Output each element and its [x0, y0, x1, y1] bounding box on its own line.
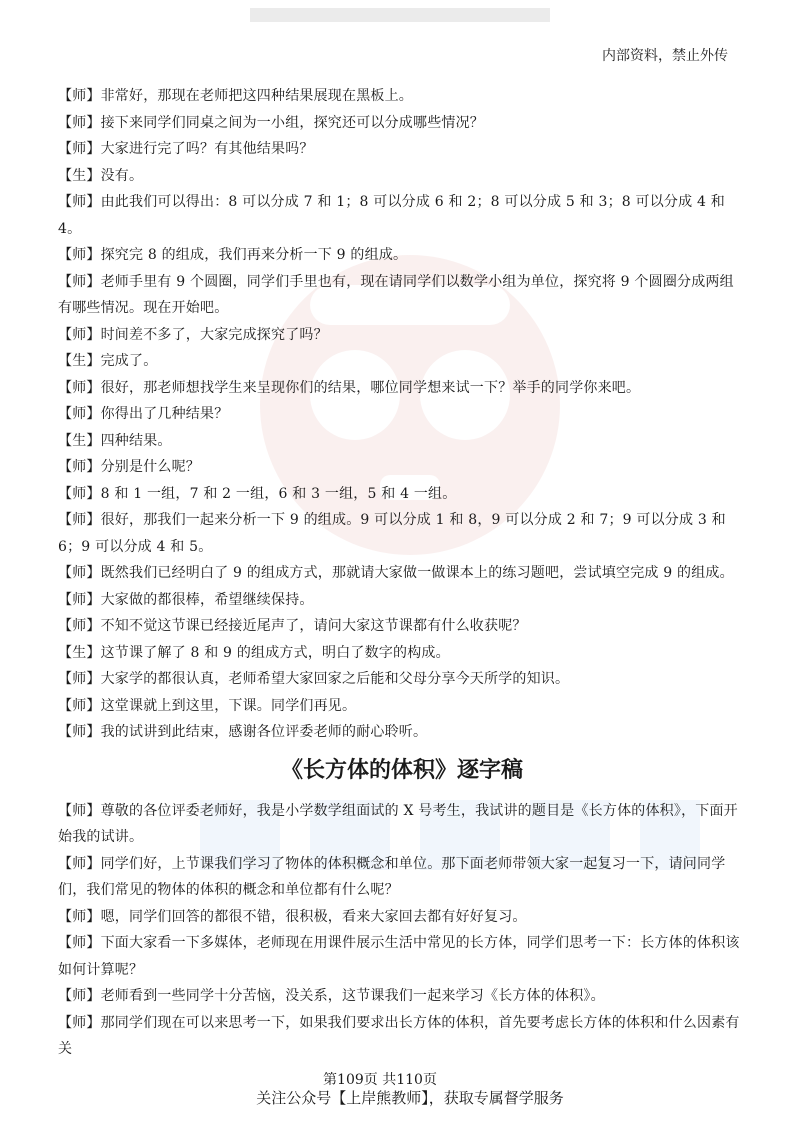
dialogue-line: 【师】你得出了几种结果？ [58, 406, 229, 422]
dialogue-line: 【师】大家做的都很棒，希望继续保持。 [58, 591, 314, 608]
dialogue-line: 【师】大家进行完了吗？有其他结果吗？ [58, 141, 314, 157]
footer-promo: 关注公众号【上岸熊教师】，获取专属督学服务 [256, 1089, 564, 1107]
section-title: 《长方体的体积》逐字稿 [280, 757, 523, 783]
dialogue-line: 【师】分别是什么呢？ [58, 459, 200, 475]
dialogue-section-after [58, 798, 746, 1063]
dialogue-line: 【师】探究完 8 的组成，我们再来分析一下 9 的组成。 [58, 247, 408, 263]
dialogue-line: 【师】时间差不多了，大家完成探究了吗？ [58, 326, 328, 343]
dialogue-line: 【师】非常好，那现在老师把这四种结果展现在黑板上。 [58, 88, 413, 104]
dialogue-line: 【师】那同学们现在可以来思考一下，如果我们要求出长方体的体积，首先要考虑长方体的体积和什么因素有关 [58, 1014, 740, 1057]
page-number: 第109页 共110页 [323, 1072, 437, 1088]
dialogue-line: 【师】不知不觉这节课已经接近尾声了，请问大家这节课都有什么收获呢？ [58, 618, 527, 634]
dialogue-line: 【生】没有。 [58, 167, 144, 184]
dialogue-line: 【生】完成了。 [58, 353, 158, 369]
dialogue-line: 【师】接下来同学们同桌之间为一小组，探究还可以分成哪些情况？ [58, 114, 484, 131]
dialogue-line: 【师】8 和 1 一组，7 和 2 一组，6 和 3 一组，5 和 4 一组。 [58, 485, 457, 502]
dialogue-line: 【师】老师看到一些同学十分苦恼，没关系，这节课我们一起来学习《长方体的体积》。 [58, 988, 605, 1004]
dialogue-section-before [58, 83, 746, 746]
dialogue-line: 【师】嗯，同学们回答的都很不错，很积极，看来大家回去都有好好复习。 [58, 908, 527, 925]
dialogue-line: 【师】很好，那老师想找学生来呈现你们的结果，哪位同学想来试一下？举手的同学你来吧。 [58, 379, 641, 396]
document-body [58, 83, 746, 1063]
page-footer [0, 1072, 800, 1108]
dialogue-line: 【生】这节课了解了 8 和 9 的组成方式，明白了数字的构成。 [58, 644, 450, 661]
dialogue-line: 【师】老师手里有 9 个圆圈，同学们手里也有，现在请同学们以数学小组为单位，探究将 9 个圆圈分成两组有哪些情况。现在开始吧。 [58, 273, 734, 316]
top-watermark-strip [250, 8, 550, 22]
dialogue-line: 【师】由此我们可以得出：8 可以分成 7 和 1；8 可以分成 6 和 2；8 可以分成 5 和 3；8 可以分成 4 和 4。 [58, 194, 725, 237]
confidential-note: 内部资料，禁止外传 [602, 48, 728, 64]
dialogue-line: 【师】很好，那我们一起来分析一下 9 的组成。9 可以分成 1 和 8，9 可以分成 2 和 7；9 可以分成 3 和 6；9 可以分成 4 和 5。 [58, 512, 726, 555]
dialogue-line: 【师】这堂课就上到这里，下课。同学们再见。 [58, 697, 357, 714]
dialogue-line: 【师】既然我们已经明白了 9 的组成方式，那就请大家做一做课本上的练习题吧，尝试填空完成 9 的组成。 [58, 565, 734, 581]
dialogue-line: 【师】我的试讲到此结束，感谢各位评委老师的耐心聆听。 [58, 724, 428, 740]
dialogue-line: 【生】四种结果。 [58, 432, 172, 449]
dialogue-line: 【师】同学们好，上节课我们学习了物体的体积概念和单位。那下面老师带领大家一起复习一下，请问同学们，我们常见的物体的体积的概念和单位都有什么呢？ [58, 855, 726, 898]
dialogue-line: 【师】尊敬的各位评委老师好，我是小学数学组面试的 X 号考生，我试讲的题目是《长方体的体积》，下面开始我的试讲。 [58, 802, 738, 845]
dialogue-line: 【师】下面大家看一下多媒体，老师现在用课件展示生活中常见的长方体，同学们思考一下：长方体的体积该如何计算呢？ [58, 935, 740, 978]
dialogue-line: 【师】大家学的都很认真，老师希望大家回家之后能和父母分享今天所学的知识。 [58, 671, 570, 687]
